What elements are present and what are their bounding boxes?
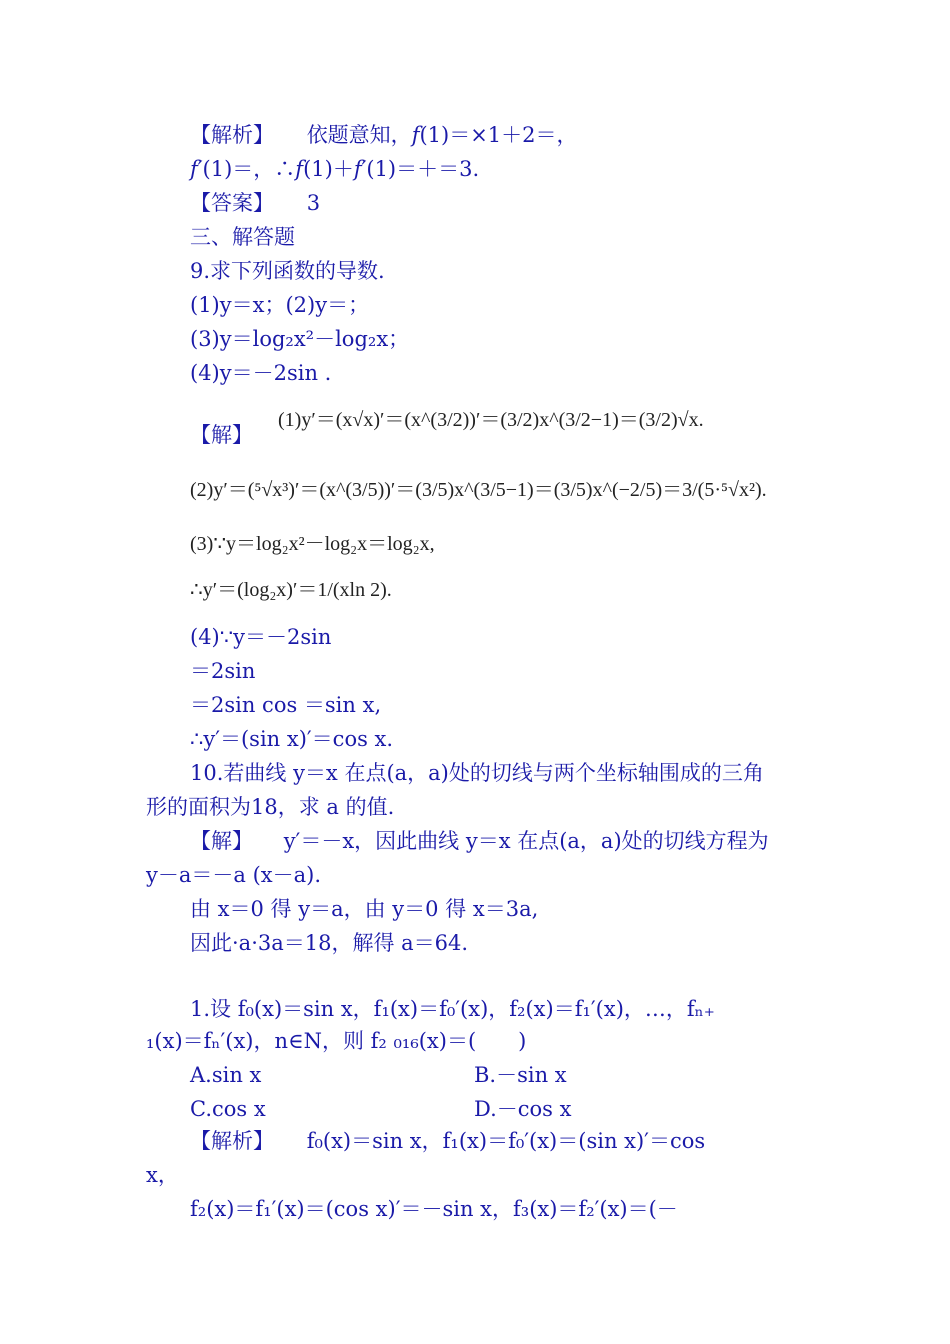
q8-analysis-line2: f′(1)＝，∴f(1)＋f′(1)＝＋＝3. [190,157,480,181]
q10-solution-line3: 由 x＝0 得 y＝a，由 y＝0 得 x＝3a, [190,897,539,921]
q10-solution-line1: 【解】 y′＝－x，因此曲线 y＝x 在点(a，a)处的切线方程为 [190,829,769,853]
q9-part3: (3)y＝log₂x²－log₂x； [190,327,410,351]
q9-part4: (4)y＝－2sin . [190,361,332,385]
analysis-tag: 【解析】 [190,1129,274,1153]
q1-line1: 1.设 f₀(x)＝sin x，f₁(x)＝f₀′(x)，f₂(x)＝f₁′(x)，…，fₙ₊ [190,997,715,1021]
solution-tag: 【解】 [190,829,253,853]
q8-answer-line [190,188,320,218]
q1-option-b: B.－sin x [474,1063,567,1087]
section-heading: 三、解答题 [190,225,295,249]
q9-solution-tag: 【解】 [190,423,253,447]
q9-solution-4a: (4)∵y＝－2sin [190,625,332,649]
q10-solution-line2: y－a＝－a (x－a). [146,863,322,887]
answer-value: 3 [306,191,321,215]
q9-solution-4d: ∴y′＝(sin x)′＝cos x. [190,727,394,751]
q9-solution-3b: ∴y′＝(log₂x)′＝1/(xln 2). [190,579,392,601]
q10-solution-line4: 因此·a·3a＝18，解得 a＝64. [190,931,469,955]
q1-analysis-line1: 【解析】 f₀(x)＝sin x，f₁(x)＝f₀′(x)＝(sin x)′＝cos [190,1129,706,1153]
q9-title: 9.求下列函数的导数. [190,259,385,283]
answer-tag: 【答案】 [190,191,274,215]
q8-analysis-line1: 【解析】 依题意知，f(1)＝×1＋2＝， [190,123,578,147]
q9-part1-2: (1)y＝x；(2)y＝； [190,293,370,317]
q9-solution-4b: ＝2sin [190,659,256,683]
q9-solution-4c: ＝2sin cos ＝sin x, [190,693,382,717]
q10-line2: 形的面积为18，求 a 的值. [146,795,395,819]
q1-option-c: C.cos x [190,1097,266,1121]
q1-option-d: D.－cos x [474,1097,572,1121]
q1-line2: ₁(x)＝fₙ′(x)，n∈N，则 f₂ ₀₁₆(x)＝( ) [146,1029,527,1053]
analysis-tag: 【解析】 [190,123,274,147]
q1-analysis-line2: f₂(x)＝f₁′(x)＝(cos x)′＝－sin x，f₃(x)＝f₂′(x)＝(－ [190,1197,678,1221]
q1-analysis-line1b: x， [146,1163,179,1187]
q10-line1: 10.若曲线 y＝x 在点(a，a)处的切线与两个坐标轴围成的三角 [190,761,764,785]
q9-solution-3: (3)∵y＝log₂x²－log₂x＝log₂x, [190,533,435,555]
q9-solution-2: (2)y′＝(⁵√x³)′＝(x^(3/5))′＝(3/5)x^(3/5−1)＝(3/5)x^(−2/5)＝3/(5·⁵√x²). [190,479,767,501]
q1-option-a: A.sin x [190,1063,262,1087]
q9-solution-1: (1)y′＝(x√x)′＝(x^(3/2))′＝(3/2)x^(3/2−1)＝(3/2)√x. [278,409,704,431]
